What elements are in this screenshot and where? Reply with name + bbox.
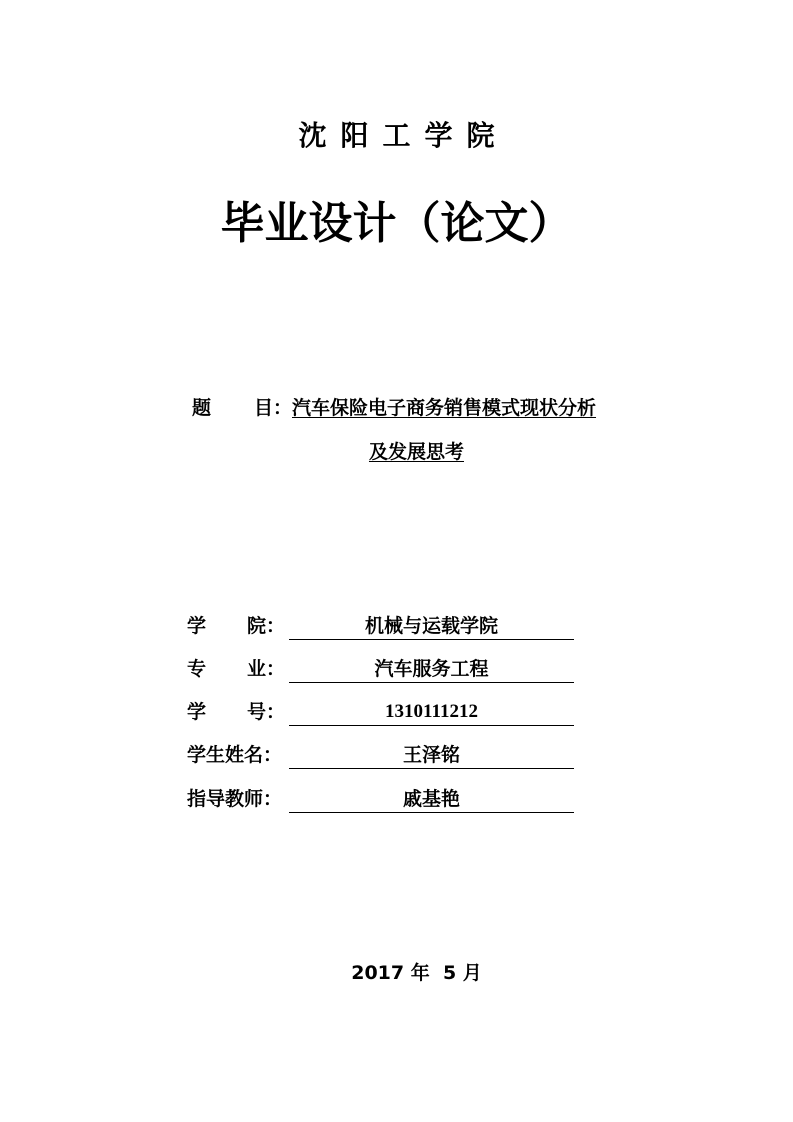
major-label xyxy=(187,654,287,684)
college-label xyxy=(187,611,287,641)
college-value: 机械与运载学院 xyxy=(289,611,574,640)
college-row xyxy=(187,611,577,641)
student-id-label-char1: 学 xyxy=(187,701,207,723)
student-name-label xyxy=(187,740,287,770)
major-row xyxy=(187,654,577,684)
submission-date: 2017 年 5 月 xyxy=(351,962,482,984)
document-type-title: 毕业设计（论文） xyxy=(220,198,573,249)
school-name: 沈阳工学院 xyxy=(298,119,509,152)
student-id-row xyxy=(187,697,577,727)
thesis-title-line1: 汽车保险电子商务销售模式现状分析 xyxy=(292,397,597,419)
student-name-value: 王泽铭 xyxy=(289,740,574,769)
topic-label-char2: 目： xyxy=(254,397,293,419)
advisor-label-text: 指导教师： xyxy=(187,788,283,810)
college-label-char1: 学 xyxy=(187,615,207,637)
student-name-label-text: 学生姓名： xyxy=(187,744,283,766)
student-id-label-char2: 号： xyxy=(247,701,286,723)
thesis-title-line2: 及发展思考 xyxy=(368,441,464,463)
advisor-row xyxy=(187,784,577,814)
student-id-label xyxy=(187,697,287,727)
student-id-value: 1310111212 xyxy=(289,697,574,726)
college-label-char2: 院： xyxy=(247,615,286,637)
topic-label-char1: 题 xyxy=(192,397,212,419)
major-label-char2: 业： xyxy=(247,658,286,680)
major-value: 汽车服务工程 xyxy=(289,654,574,683)
major-label-char1: 专 xyxy=(187,658,207,680)
advisor-value: 戚基艳 xyxy=(289,784,574,813)
student-name-row xyxy=(187,740,577,770)
advisor-label xyxy=(187,784,287,814)
